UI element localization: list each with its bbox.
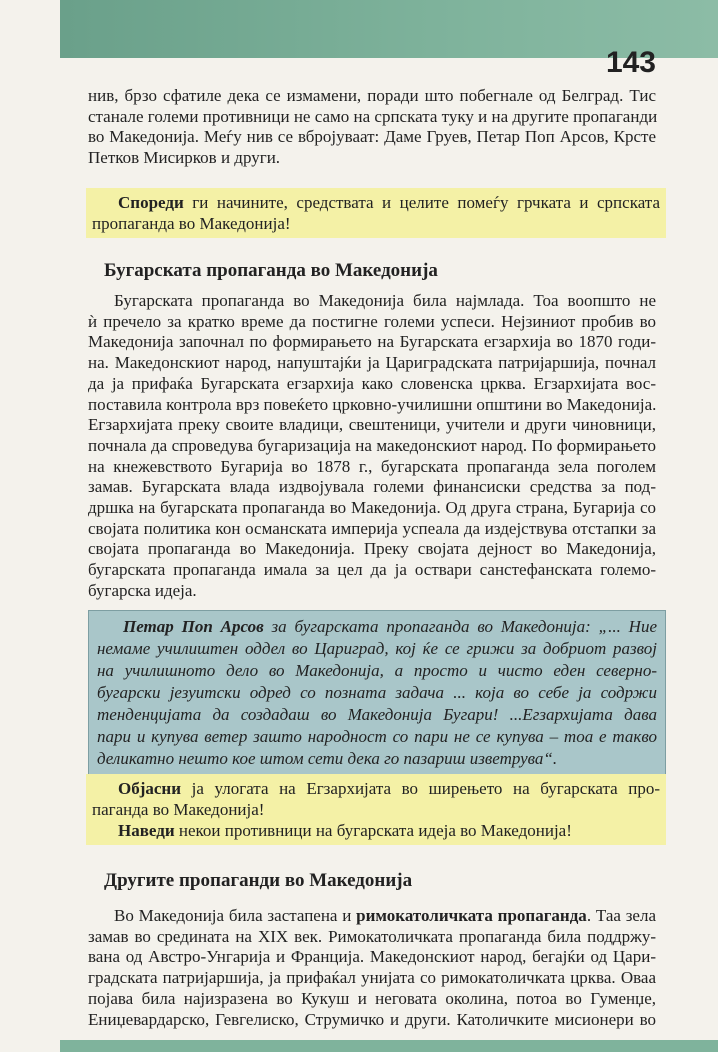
quote-text: бугарски језуитски одред со позната задача ... која во себе ја содржи bbox=[97, 683, 657, 702]
task-text: некои противници на бугарската идеја во Македонија! bbox=[174, 821, 572, 840]
text-line: Во Македонија била застапена и bbox=[114, 906, 357, 925]
text-line: бугарската пропаганда имала за цел да ја оствари санстефанската големо- bbox=[88, 560, 656, 580]
text-line: својата политика кон османската империја успеала да издејствува отстапки за bbox=[88, 518, 656, 538]
footer-band bbox=[60, 1040, 718, 1052]
task-verb: Објасни bbox=[118, 779, 182, 798]
text-line: на. Македонскиот народ, напуштајќи ја Цариградската патријаршија, почнал bbox=[88, 353, 656, 373]
text-line: Егзархијата преку своите владици, свештеници, учители и други чиновници, bbox=[88, 415, 656, 435]
other-paragraph bbox=[88, 906, 656, 1030]
text-line: својата пропаганда во Македонија. Преку својата дејност во Македонија, bbox=[88, 539, 656, 559]
quote-text: пари и купува ветер зашто народност со пари не се купува – тоа е такво bbox=[97, 727, 657, 746]
task-text: ја улогата на Егзархијата во ширењето на бугарската про- bbox=[181, 779, 660, 798]
quote-box bbox=[88, 610, 666, 776]
task-verb: Наведи bbox=[118, 821, 175, 840]
text-line: почнала да спроведува бугаризација на македонскиот народ. По формирањето bbox=[88, 435, 656, 455]
text-line: . Таа зела bbox=[586, 906, 656, 925]
quote-text: немаме училиштен оддел во Цариград, кој ќе се грижи за добриот развој bbox=[97, 639, 657, 658]
task-text: ги начините, средствата и целите помеѓу грчката и српската bbox=[183, 193, 660, 212]
text-line: бугарска идеја. bbox=[88, 580, 197, 600]
task-text: паганда во Македонија! bbox=[92, 800, 265, 819]
task-text: пропаганда во Македонија! bbox=[92, 214, 291, 233]
intro-paragraph bbox=[88, 86, 656, 169]
quote-text: деликатно нешто кое штом сети дека го пазариш изветрува“. bbox=[97, 749, 558, 768]
quote-text: на училишното дело во Македонија, а просто и чисто еден северно- bbox=[97, 661, 657, 680]
text-line: на кнежевството Бугарија во 1878 г., бугарската пропаганда зела поголем bbox=[88, 456, 656, 476]
text-line: замав во средината на XIX век. Римокатоличката пропаганда била поддржу- bbox=[88, 926, 656, 946]
text-line: станале големи противници не само на српската туку и на другите пропаганди bbox=[88, 106, 658, 126]
page-number: 143 bbox=[605, 46, 656, 79]
text-line: појава била најизразена во Кукуш и неговата околина, потоа во Гуменџе, bbox=[88, 988, 656, 1008]
quote-text: тенденцијата да создадаш во Македонија Бугари! ...Егзархијата дава bbox=[97, 705, 657, 724]
text-line: Ениџевардарско, Гевгелиско, Струмичко и други. Католичките мисионери во bbox=[88, 1009, 656, 1029]
text-line: Бугарската пропаганда во Македонија била најмлада. Тоа воопшто не bbox=[114, 291, 656, 310]
text-line: вана од Австро-Унгарија и Франција. Македонскиот народ, бегајќи од Цари- bbox=[88, 947, 656, 967]
text-line: да ја прифаќа Бугарската егзархија како словенска црква. Егзархијата вос- bbox=[88, 373, 656, 393]
text-line: Македонија започнал по формирањето на Бугарската егзархија во 1870 годи- bbox=[88, 332, 656, 352]
section-heading-other: Другите пропаганди во Македонија bbox=[104, 870, 413, 891]
section-heading-bulgarian: Бугарската пропаганда во Македонија bbox=[104, 260, 438, 281]
key-term: римокатоличката пропаганда bbox=[356, 906, 587, 925]
quote-text: за бугарската пропаганда во Македонија: „... Ние bbox=[263, 617, 657, 636]
text-line: дршка на бугарската пропаганда во Македонија. Од друга страна, Бугарија со bbox=[88, 498, 656, 518]
quote-author: Петар Поп Арсов bbox=[123, 617, 264, 636]
task-box-compare bbox=[86, 188, 666, 238]
text-line: Петков Мисирков и други. bbox=[88, 148, 281, 168]
text-line: нив, брзо сфатиле дека се измамени, поради што побегнале од Белград. Тис bbox=[88, 86, 656, 105]
text-line: во Македонија. Меѓу нив се вбројуваат: Даме Груев, Петар Поп Арсов, Крсте bbox=[88, 127, 656, 147]
task-box-explain bbox=[86, 774, 666, 845]
bulgarian-paragraph bbox=[88, 291, 656, 602]
task-verb: Спореди bbox=[118, 193, 184, 212]
text-line: ѝ пречело за кратко време да постигне големи успеси. Нејзиниот пробив во bbox=[88, 311, 656, 331]
text-line: поставила контрола врз повеќето црковно-училишни општини во Македонија. bbox=[88, 394, 657, 414]
text-line: градската патријаршија, ја прифаќал унијата со римокатоличката црква. Оваа bbox=[88, 968, 656, 988]
text-line: замав. Бугарската влада издвојувала големи финансиски средства за под- bbox=[88, 477, 656, 497]
